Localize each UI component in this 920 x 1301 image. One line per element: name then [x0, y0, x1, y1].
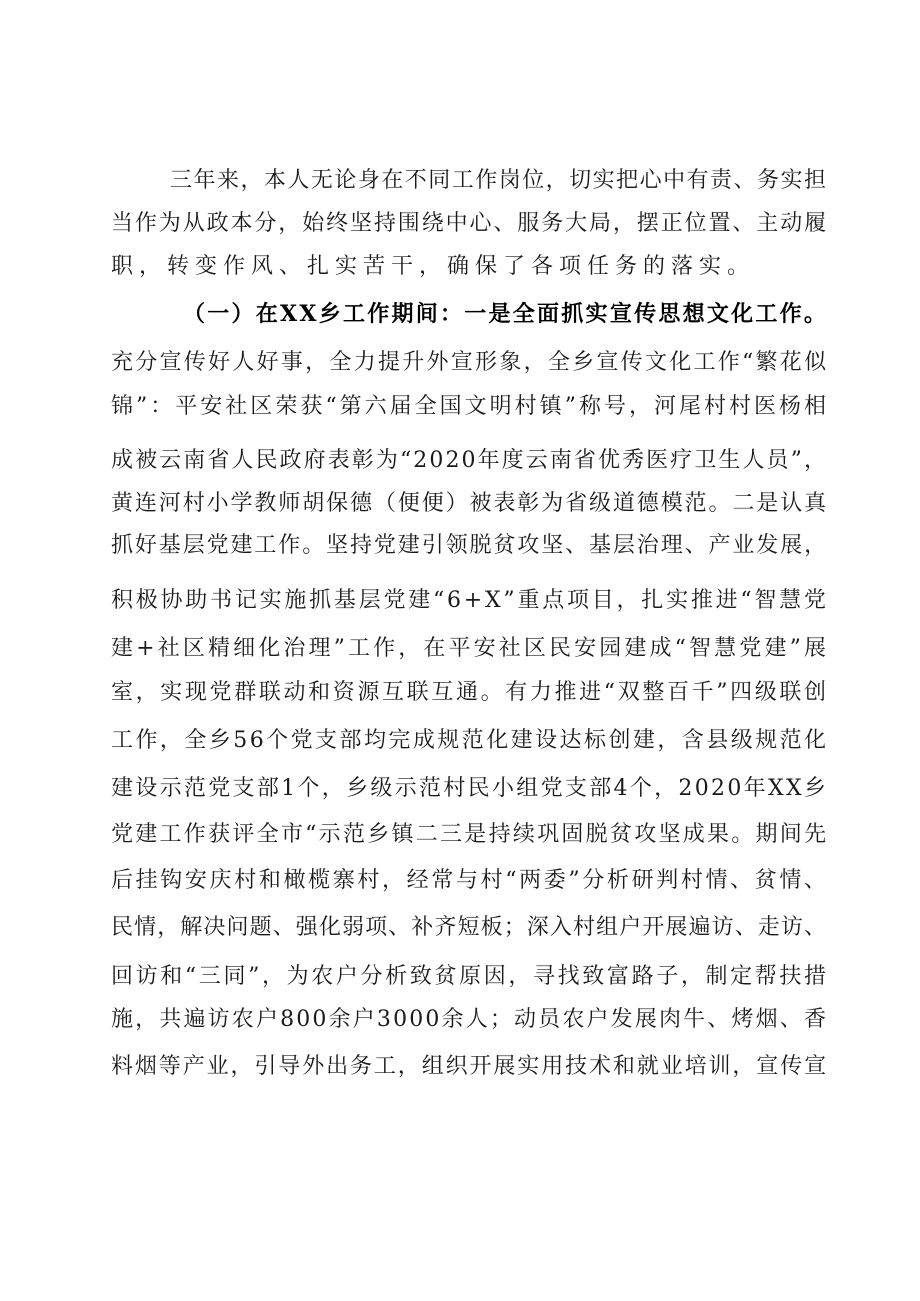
line-text: 室，实现党群联动和资源互联互通。有力推进“双整百千”四级联创 [111, 680, 829, 705]
section-1-line-3 [0, 443, 920, 479]
line-text: 黄连河村小学教师胡保德（便便）被表彰为省级道德模范。二是认真 [111, 491, 829, 516]
line-text: 充分宣传好人好事，全力提升外宣形象，全乡宣传文化工作“繁花似 [111, 350, 829, 375]
section-1-line-8 [0, 675, 920, 711]
section-1-line-14 [0, 959, 920, 995]
line-text: 施，共遍访农户800余户3000余人；动员农户发展肉牛、烤烟、香 [111, 1007, 829, 1032]
line-text: 料烟等产业，引导外出务工，组织开展实用技术和就业培训，宣传宣 [111, 1054, 829, 1079]
section-1-line-15 [0, 1002, 920, 1038]
section-1-line-7 [0, 631, 920, 667]
paragraph-1-line-2 [0, 206, 920, 242]
section-1-line-13 [0, 910, 920, 946]
line-text: 回访和“三同”，为农户分析致贫原因，寻找致富路子，制定帮扶措 [111, 964, 829, 989]
section-1-line-5 [0, 528, 920, 564]
line-text: 三年来，本人无论身在不同工作岗位，切实把心中有责、务实担 [170, 168, 828, 193]
line-text: 成被云南省人民政府表彰为“2020年度云南省优秀医疗卫生人员”， [111, 448, 829, 473]
section-1-line-6 [0, 583, 920, 619]
line-text: 工作，全乡56个党支部均完成规范化建设达标创建，含县级规范化 [111, 728, 829, 753]
section-1-line-12 [0, 863, 920, 899]
paragraph-1-line-3 [0, 249, 920, 285]
line-text: 建+社区精细化治理”工作，在平安社区民安园建成“智慧党建”展 [111, 636, 830, 661]
section-1-heading [0, 296, 920, 332]
line-text: 后挂钩安庆村和橄榄寨村，经常与村“两委”分析研判村情、贫情、 [111, 868, 829, 893]
line-text: 民情，解决问题、强化弱项、补齐短板；深入村组户开展遍访、走访、 [111, 915, 828, 940]
section-1-line-2 [0, 389, 920, 425]
paragraph-1-line-1 [0, 163, 920, 199]
line-text: 党建工作获评全市“示范乡镇二三是持续巩固脱贫攻坚成果。期间先 [111, 822, 829, 847]
line-text: 锦”：平安社区荣获“第六届全国文明村镇”称号，河尾村村医杨相 [111, 394, 830, 419]
line-text: 建设示范党支部1个，乡级示范村民小组党支部4个，2020年XX乡 [111, 776, 829, 801]
section-1-line-16 [0, 1049, 920, 1085]
line-text: 职，转变作风、扎实苦干，确保了各项任务的落实。 [111, 254, 756, 279]
line-text: 当作为从政本分，始终坚持围绕中心、服务大局，摆正位置、主动履 [111, 211, 829, 236]
section-1-line-1 [0, 345, 920, 381]
section-1-line-11 [0, 817, 920, 853]
section-1-line-9 [0, 723, 920, 759]
section-1-line-4 [0, 486, 920, 522]
section-1-line-10 [0, 771, 920, 807]
line-text: 抓好基层党建工作。坚持党建引领脱贫攻坚、基层治理、产业发展， [111, 533, 829, 558]
heading-text: （一）在XX乡工作期间：一是全面抓实宣传思想文化工作。 [183, 301, 829, 327]
line-text: 积极协助书记实施抓基层党建“6+X”重点项目，扎实推进“智慧党 [111, 588, 829, 613]
